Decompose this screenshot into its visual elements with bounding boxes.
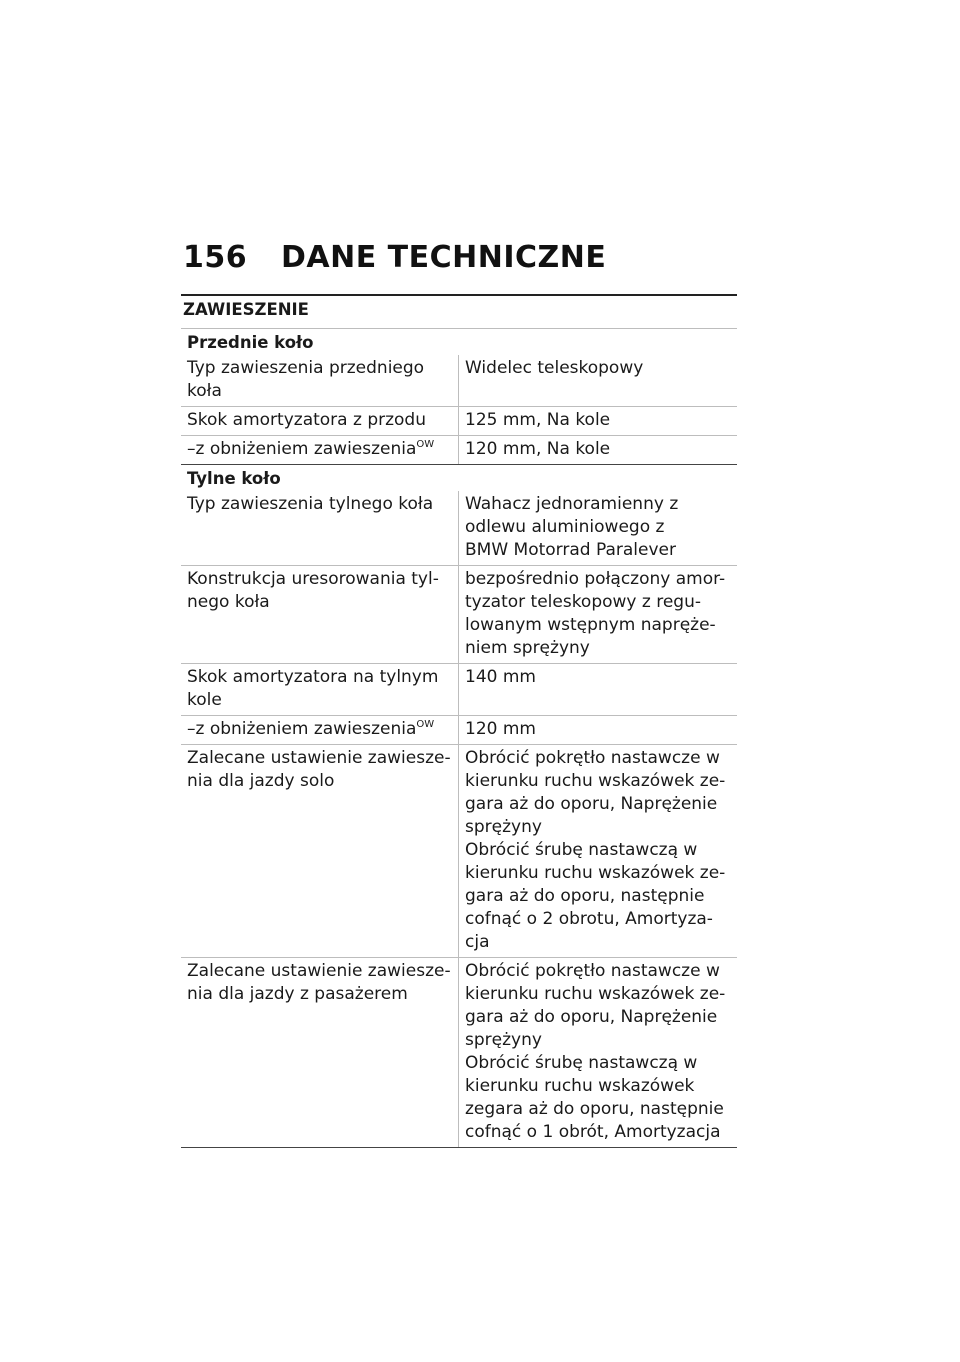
row-value <box>459 716 737 744</box>
row-value <box>459 355 737 406</box>
row-value <box>459 407 737 435</box>
value-line: Wahacz jednoramienny z <box>465 494 679 514</box>
label-line: Typ zawieszenia przedniego <box>187 358 425 378</box>
value-line: zegara aż do oporu, następnie <box>465 1099 724 1119</box>
table-row <box>181 745 737 958</box>
row-value <box>459 664 737 715</box>
value-line: Obrócić pokrętło nastawcze w <box>465 748 720 768</box>
front-wheel-table <box>181 355 737 465</box>
table-row <box>181 436 737 465</box>
footnote-mark: OW <box>416 439 435 450</box>
value-line: gara aż do oporu, Naprężenie <box>465 794 718 814</box>
value-line: Widelec teleskopowy <box>465 358 644 378</box>
footnote-mark: OW <box>416 719 435 730</box>
value-line: sprężyny <box>465 817 542 837</box>
label-line: koła <box>187 381 222 401</box>
label-line: Zalecane ustawienie zawiesze- <box>187 748 451 768</box>
rear-wheel-table <box>181 491 737 1148</box>
label-line: Skok amortyzatora z przodu <box>187 410 426 430</box>
row-value <box>459 491 737 565</box>
label-line: Skok amortyzatora na tylnym <box>187 667 439 687</box>
row-label <box>181 566 459 663</box>
row-value <box>459 745 737 957</box>
row-label <box>181 436 459 464</box>
row-value <box>459 436 737 464</box>
page-header <box>183 240 606 280</box>
table-row <box>181 566 737 664</box>
value-line: lowanym wstępnym napręże- <box>465 615 716 635</box>
label-line: nia dla jazdy solo <box>187 771 335 791</box>
front-wheel-title: Przednie koło <box>187 333 314 352</box>
row-label <box>181 664 459 715</box>
value-line: Obrócić śrubę nastawczą w <box>465 1053 698 1073</box>
value-line: kierunku ruchu wskazówek ze- <box>465 771 726 791</box>
row-label <box>181 958 459 1147</box>
row-value <box>459 958 737 1147</box>
label-line: –z obniżeniem zawieszenia$^{OW}$ <box>187 439 435 459</box>
value-line: 140 mm <box>465 667 536 687</box>
value-line: 120 mm, Na kole <box>465 439 611 459</box>
row-label <box>181 355 459 406</box>
label-line: nia dla jazdy z pasażerem <box>187 984 408 1004</box>
value-line: cofnąć o 1 obrót, Amortyzacja <box>465 1122 721 1142</box>
value-line: Obrócić śrubę nastawczą w <box>465 840 698 860</box>
value-line: cja <box>465 932 490 952</box>
table-row <box>181 664 737 716</box>
label-line: kole <box>187 690 222 710</box>
label-line: Zalecane ustawienie zawiesze- <box>187 961 451 981</box>
value-line: 125 mm, Na kole <box>465 410 611 430</box>
value-line: tyzator teleskopowy z regu- <box>465 592 701 612</box>
row-value <box>459 566 737 663</box>
row-label <box>181 407 459 435</box>
table-row <box>181 716 737 745</box>
value-line: kierunku ruchu wskazówek <box>465 1076 695 1096</box>
row-label <box>181 491 459 565</box>
value-line: gara aż do oporu, Naprężenie <box>465 1007 718 1027</box>
value-line: Obrócić pokrętło nastawcze w <box>465 961 720 981</box>
table-row <box>181 407 737 436</box>
row-label <box>181 716 459 744</box>
value-line: kierunku ruchu wskazówek ze- <box>465 984 726 1004</box>
suspension-section <box>181 294 737 1148</box>
table-row <box>181 355 737 407</box>
value-line: niem sprężyny <box>465 638 590 658</box>
row-label <box>181 745 459 957</box>
value-line: gara aż do oporu, następnie <box>465 886 705 906</box>
table-row <box>181 491 737 566</box>
label-line: –z obniżeniem zawieszenia$^{OW}$ <box>187 719 435 739</box>
value-line: odlewu aluminiowego z <box>465 517 665 537</box>
value-line: cofnąć o 2 obrotu, Amortyza- <box>465 909 713 929</box>
chapter-title: DANE TECHNICZNE <box>281 240 607 275</box>
page-number: 156 <box>183 240 248 275</box>
value-line: sprężyny <box>465 1030 542 1050</box>
value-line: kierunku ruchu wskazówek ze- <box>465 863 726 883</box>
section-title: ZAWIESZENIE <box>181 294 737 329</box>
value-line: bezpośrednio połączony amor- <box>465 569 726 589</box>
table-row <box>181 958 737 1148</box>
label-line: Konstrukcja uresorowania tyl- <box>187 569 439 589</box>
label-line: nego koła <box>187 592 270 612</box>
value-line: BMW Motorrad Paralever <box>465 540 676 560</box>
rear-wheel-title: Tylne koło <box>187 469 281 488</box>
label-line: Typ zawieszenia tylnego koła <box>187 494 434 514</box>
value-line: 120 mm <box>465 719 536 739</box>
